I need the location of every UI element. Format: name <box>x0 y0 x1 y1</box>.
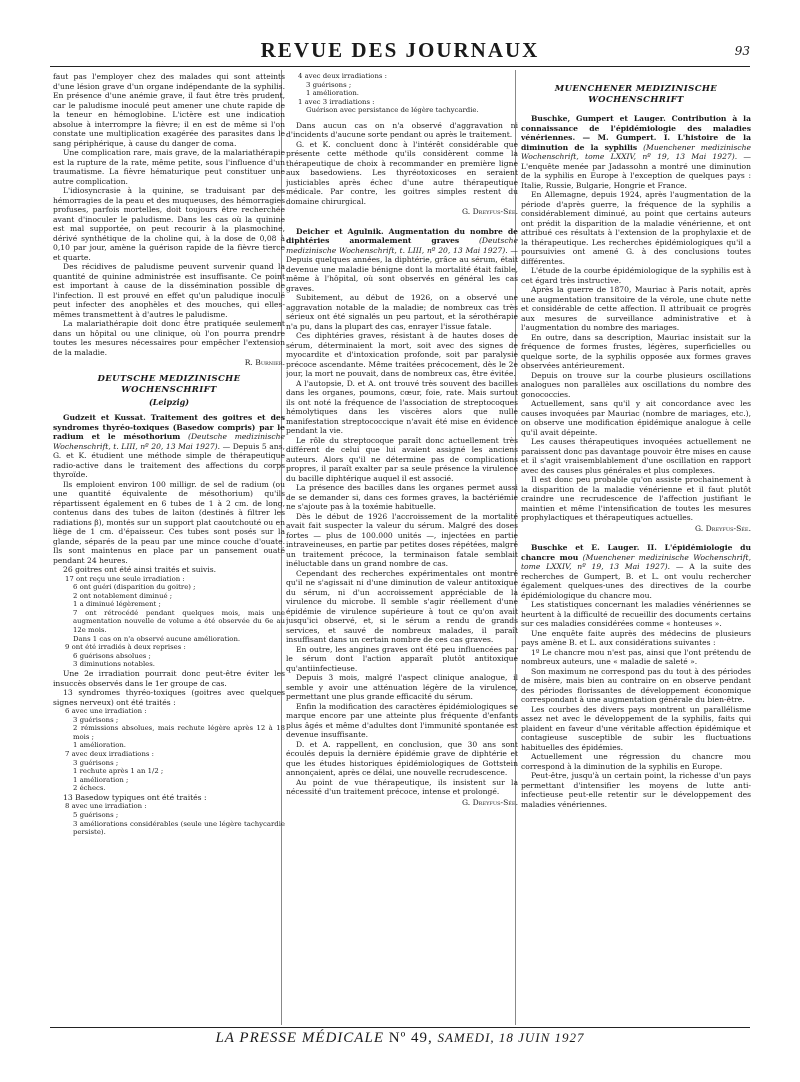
paragraph: Dès le début de 1926 l'accroissement de la mortalité avait fait suspecter la valeur du sérum. Malgré des doses fortes — plus de 100.000 unités —, injectées en partie intraveineuses, en partie par petites doses répétées, malgré un traitement précoce, la terminaison fatale semblait inéluctable dans un grand nombre de cas. <box>286 511 518 569</box>
author-signature: G. Dreyfus-Sée. <box>461 797 518 807</box>
paragraph: Les statistiques concernant les maladies vénériennes se heurtent à la difficulté de recueillir des documents certains sur ces maladies considérées comme « honteuses ». <box>521 600 751 628</box>
journal-heading: DEUTSCHE MEDIZINISCHE WOCHENSCHRIFT <box>97 373 241 395</box>
paragraph: L'idiosyncrasie à la quinine, se traduisant par des hémorragies de la peau et des muqueuses, des hémorragies profuses, parfois mortelles, doit toujours être recherchée avant d'inoculer le paludisme. Dans les cas où la quinine est mal supportée, on peut recourir à la plasmochine, dérivé synthétique de la choline qui, à la dose de 0,08 à 0,10 par jour, amène la guérison rapide de la fièvre tierce et quarte. <box>53 186 285 262</box>
list-item: 5 guérisons ; <box>73 811 119 820</box>
paragraph: Le rôle du streptocoque paraît donc actuellement très différent de celui que lui avaient assigné les anciens auteurs. Alors qu'il ne détermine pas de complications propres, il paraît exalter par sa seule présence la virulence du bacille diphtérique auquel il est associé. <box>286 435 518 483</box>
paragraph: Une enquête faite auprès des médecins de plusieurs pays amène B. et L. aux considérations suivantes : <box>521 628 751 647</box>
list-item: 1 rechute après 1 an 1/2 ; <box>73 767 164 776</box>
article-citation <box>521 543 751 600</box>
list-item: Dans 1 cas on n'a observé aucune amélioration. <box>73 634 241 643</box>
list-item: 1 a diminué légèrement ; <box>73 600 161 609</box>
paragraph: A l'autopsie, D. et A. ont trouvé très souvent des bacilles dans les organes, poumons, cœur, foie, rate. Mais surtout ils ont noté la fréquence de l'association de streptocoques hémolytiques dans les viscères alors que nulle manifestation streptococcique n'avait été mise en évidence pendant la vie. <box>286 378 518 436</box>
paragraph: — L'enquête menée par Jadassohn a montré une diminution de la syphilis en Europe à l'exception de quelques pays : Italie, Russie, Bulgarie, Hongrie et France. <box>521 152 751 190</box>
paragraph: L'étude de la courbe épidémiologique de la syphilis est à cet égard très instructive. <box>521 266 751 285</box>
column-2 <box>286 72 518 1024</box>
list-item: 1 amélioration ; <box>73 775 129 784</box>
paragraph: Une 2e irradiation pourrait donc peut-être éviter les insuccès observés dans le 1er groupe de cas. <box>53 669 285 688</box>
list-item: 3 guérisons ; <box>73 758 119 767</box>
paragraph: Actuellement une régression du chancre mou correspond à la diminution de la syphilis en Europe. <box>521 752 751 771</box>
article-citation <box>521 114 751 190</box>
article-title: Buschke, Gumpert et Lauger. Contribution à la connaissance de l'épidémiologie des maladies vénériennes. — M. Gumpert. I. L'histoire de la diminution de la syphilis <box>521 114 751 152</box>
author-signature: G. Dreyfus-Sée. <box>694 523 751 533</box>
article-title: Deicher et Agulnik. Augmentation du nombre de diphtéries anormalement graves <box>286 226 518 246</box>
list-item: 3 guérisons ; <box>73 715 119 724</box>
article-title: Gudzeit et Kussat. Traitement des goitres et des syndromes thyréo-toxiques (Basedow compris) par le radium et le mésothorium <box>53 413 285 441</box>
paragraph: Ces diphtéries graves, résistant à de hautes doses de sérum, déterminaient la mort, soit avec des signes de myocardite et d'intoxication profonde, soit par paralysie précoce ascendante. Même traitées précocement, dès le 2e jour, la mort ne pouvait, dans de nombreux cas, être évitée. <box>286 331 518 379</box>
list-item: 9 ont été irradiés à deux reprises : <box>65 643 186 652</box>
article-citation <box>53 413 285 480</box>
paragraph: Enfin la modification des caractères épidémiologiques se marque encore par une atteinte plus fréquente d'enfants plus âgés et même d'adultes dont l'immunité spontanée est devenue insuffisante. <box>286 701 518 740</box>
list-item: 1 amélioration. <box>73 741 127 750</box>
paragraph: Dans aucun cas on n'a observé d'aggravation ni d'incidents d'aucune sorte pendant ou après le traitement. <box>286 120 518 140</box>
paragraph: Des récidives de paludisme peuvent survenir quand la quantité de quinine administrée est insuffisante. Ce point est important à cause de la dissémination possible de l'infection. Il est prouvé en effet qu'un paludique inoculé peut infecter des anophèles et des mouches, qui elles-mêmes transmettent à d'autres le paludisme. <box>53 262 285 319</box>
paragraph: Subitement, au début de 1926, on a observé une aggravation notable de la maladie; de nombreux cas très sérieux ont été signalés un peu partout, et la sérothérapie n'a pu, dans la plupart des cas, enrayer l'issue fatale. <box>286 293 518 331</box>
paragraph: Cependant des recherches expérimentales ont montré qu'il ne s'agissait ni d'une diminution de valeur antitoxique du sérum, ni d'un accroissement appréciable de la virulence du microbe. Il semble s'agir réellement d'une épidémie de virulence supérieure à tout ce qu'on avait jusqu'ici observé, et, si le sérum a rendu de grands services, et sauvé de nombreux malades, il paraît insuffisant dans un certain nombre de ces cas graves. <box>286 568 518 645</box>
paragraph: En outre, dans sa description, Mauriac insistait sur la fréquence de formes frustes, légères, superficielles ou quelque sorte, de la syphilis opposée aux formes graves observées antérieurement. <box>521 332 751 370</box>
paragraph: Les causes thérapeutiques invoquées actuellement ne paraissent donc pas davantage pouvoir être mises en cause et il s'agit vraisemblablement d'une oscillation en rapport avec des causes plus générales et plus complexes. <box>521 437 751 475</box>
paragraph: — Depuis quelques années, la diphtérie, grâce au sérum, était devenue une maladie bénigne dont la mortalité était faible, même à l'hôpital, où sont observés en général les cas graves. <box>286 245 518 293</box>
article-reference: (Deutsche medizinische Wochenschrift, t. LIII, nº 20, 13 Mai 1927). <box>53 432 285 451</box>
list-item: 2 ont notablement diminué ; <box>73 591 173 600</box>
list-item: 3 guérisons ; <box>306 80 352 89</box>
list-item: 1 avec 3 irradiations : <box>298 97 375 106</box>
paragraph: 13 syndromes thyréo-toxiques (goitres avec quelques signes nerveux) ont été traités : <box>53 688 285 707</box>
list-item: 6 guérisons absolues ; <box>73 651 151 660</box>
list-item: 3 améliorations considérables (seule une légère tachycardie persiste). <box>73 819 285 837</box>
paragraph: En outre, les angines graves ont été peu influencées par le sérum dont l'action apparaît plutôt antitoxique qu'antiinfectieuse. <box>286 644 518 673</box>
paragraph: La malariathérapie doit donc être pratiquée seulement dans un hôpital ou une clinique, où l'on pourra prendre toutes les mesures nécessaires pour empêcher l'extension de la maladie. <box>53 319 285 357</box>
header-rule <box>50 66 750 67</box>
paragraph: — A la suite des recherches de Gumpert, B. et L. ont voulu rechercher également quelques-unes des directives de la courbe épidémiologique du chancre mou. <box>521 562 751 600</box>
footer-journal-name: LA PRESSE MÉDICALE <box>215 1030 384 1046</box>
article-reference: (Deutsche medizinische Wochenschrift, t. LIII, nº 20, 13 Mai 1927). <box>286 236 518 255</box>
footer-issue: Nº 49, <box>388 1030 433 1046</box>
paragraph: G. et K. concluent donc à l'intérêt considérable que présente cette méthode qu'ils considèrent comme la thérapeutique de choix à recommander en première ligne aux basedowiens. Les thyréotoxicoses en seraient justiciables après échec d'une autre thérapeutique médicale. Par contre, les goitres simples restent du domaine chirurgical. <box>286 139 518 206</box>
paragraph: Peut-être, jusqu'à un certain point, la richesse d'un pays permettant d'intensifier les moyens de lutte anti-infectieuse peut-elle retentir sur le développement des maladies vénériennes. <box>521 771 751 809</box>
paragraph: faut pas l'employer chez des malades qui sont atteints d'une lésion grave d'un organe indépendante de la syphilis. En présence d'une anémie grave, il faut être très prudent, car le paludisme inoculé peut amener une chute rapide de la teneur en hémoglobine. L'ictère est une indication absolue à interrompre la fièvre; il en est de même si l'on constate une multiplication exagérée des parasites dans le sang périphérique, à cause du danger de coma. <box>53 72 285 148</box>
list-item: Guérison avec persistance de légère tachycardie. <box>306 106 479 115</box>
column-3 <box>521 72 751 1024</box>
paragraph: Il est donc peu probable qu'on assiste prochainement à la disparition de la maladie vénérienne et il faut plutôt craindre une recrudescence de l'affection justifiant le maintien et même l'intensification de toutes les mesures prophylactiques et thérapeutiques actuelles. <box>521 475 751 522</box>
article-reference: (Muenchener medizinische Wochenschrift, tome LXXIV, nº 19, 13 Mai 1927). <box>521 142 751 161</box>
paragraph: 26 goitres ont été ainsi traités et suivis. <box>63 565 217 574</box>
paragraph: Son maximum ne correspond pas du tout à des périodes de misère, mais bien au contraire on en observe pendant des périodes florissantes de développement économique correspondant à une augmentation générale du bien-être. <box>521 666 751 704</box>
list-item: 2 rémissions absolues, mais rechute légère après 12 à 18 mois ; <box>73 724 285 741</box>
list-item: 7 ont rétrocédé pendant quelques mois, mais une augmentation nouvelle de volume a été observée du 6e au 12e mois. <box>73 608 285 635</box>
page-footer <box>0 1030 800 1047</box>
paragraph: La présence des bacilles dans les organes permet aussi de se demander si, dans ces formes graves, la bactériémie ne s'ajoute pas à la toxémie habituelle. <box>286 483 518 512</box>
list-item: 3 diminutions notables. <box>73 660 155 669</box>
list-item: 1 amélioration. <box>306 89 360 98</box>
paragraph: Après la guerre de 1870, Mauriac à Paris notait, après une augmentation transitoire de la vérole, une chute nette et considérable de cette affection. Il attribuait ce progrès aux mesures de surveillance administrative et à l'augmentation du nombre des mariages. <box>521 285 751 332</box>
paragraph: Une complication rare, mais grave, de la malariathérapie est la rupture de la rate, même petite, sous l'influence d'un traumatisme. La fièvre hématurique peut constituer une autre complication. <box>53 148 285 186</box>
list-item: 17 ont reçu une seule irradiation : <box>65 574 185 583</box>
list-item: 6 avec une irradiation : <box>65 707 147 716</box>
paragraph: D. et A. rappellent, en conclusion, que 30 ans sont écoulés depuis la dernière épidémie grave de diphtérie et que les études historiques épidémiologiques de Gottstein annonçaient, après ce délai, une nouvelle recrudescence. <box>286 739 518 778</box>
list-item: 2 échecs. <box>73 784 106 793</box>
paragraph: En Allemagne, depuis 1924, après l'augmentation de la période d'après guerre, la fréquence de la syphilis a considérablement diminué, au point que certains auteurs ont prédit la disparition de la maladie vénérienne, et ont attribué ces résultats à l'extension de la prophylaxie et de la thérapeutique. Les recherches épidémiologiques qu'il a poursuivies ont amené G. à des conclusions toutes différentes. <box>521 190 751 266</box>
list-item: 8 avec une irradiation : <box>65 802 147 811</box>
paragraph: Les courbes des divers pays montrent un parallélisme assez net avec le développement de la syphilis, faits qui plaident en faveur d'une véritable affection épidémique et contagieuse susceptible de subir les fluctuations habituelles des épidémies. <box>521 704 751 752</box>
footer-rule <box>50 1027 750 1028</box>
journal-heading: MUENCHENER MEDIZINISCHE WOCHENSCHRIFT <box>554 84 718 105</box>
paragraph: 1º Le chancre mou n'est pas, ainsi que l'ont prétendu de nombreux auteurs, une « maladie de saleté ». <box>521 647 751 666</box>
list-item: 4 avec deux irradiations : <box>298 72 387 80</box>
article-title: Buschke et E. Lauger. II. L'épidémiologie du chancre mou <box>521 543 751 562</box>
author-signature: G. Dreyfus-Sée. <box>461 207 518 217</box>
paragraph: Depuis 3 mois, malgré l'aspect clinique analogue, il semble y avoir une atténuation légère de la virulence, permettant une plus grande efficacité du sérum. <box>286 673 518 702</box>
spacer <box>521 72 751 78</box>
page-header-title: REVUE DES JOURNAUX <box>260 38 540 62</box>
article-citation <box>286 227 518 294</box>
paragraph: Actuellement, sans qu'il y ait concordance avec les causes invoquées par Mauriac (nombre de mariages, etc.), on observe une modification épidémique analogue à celle qu'il avait dépeinte. <box>521 399 751 437</box>
paragraph: 13 Basedow typiques ont été traités : <box>63 792 207 802</box>
author-signature: R. Burnier. <box>244 358 285 367</box>
column-1 <box>53 72 285 1024</box>
paragraph: Ils emploient environ 100 milligr. de sel de radium (ou une quantité équivalente de mésothorium) qu'ils répartissent également en 6 tubes de 1 à 2 cm. de long, contenus dans des tubes de laiton (destinés à filtrer les radiations β), montés sur un support plat caoutchouté ou en liège de 1 cm. d'épaisseur. Ces tubes sont posés sur la glande, séparés de la peau par une mince couche d'ouate. Ils sont maintenus en place par un pansement ouaté pendant 24 heures. <box>53 479 285 565</box>
article-reference: (Muenchener medizinische Wochenschrift, tome LXXIV, nº 19, 13 Mai 1927). <box>521 552 751 571</box>
paragraph: Depuis on trouve sur la courbe plusieurs oscillations analogues non parallèles aux oscillations du nombre des gonococcies. <box>521 370 751 399</box>
page-number: 93 <box>734 44 750 58</box>
paragraph: — Depuis 5 ans, G. et K. étudient une méthode simple de thérapeutique radio-active dans le traitement des affections du corps thyroïde. <box>53 441 285 479</box>
journal-subheading: (Leipzig) <box>148 396 190 407</box>
paragraph: Au point de vue thérapeutique, ils insistent sur la nécessité d'un traitement précoce, intense et prolongé. <box>286 777 518 797</box>
footer-date: SAMEDI, 18 JUIN 1927 <box>437 1030 585 1045</box>
list-item: 7 avec deux irradiations : <box>65 750 154 758</box>
list-item: 6 ont guéri (disparition du goitre) ; <box>73 583 196 592</box>
